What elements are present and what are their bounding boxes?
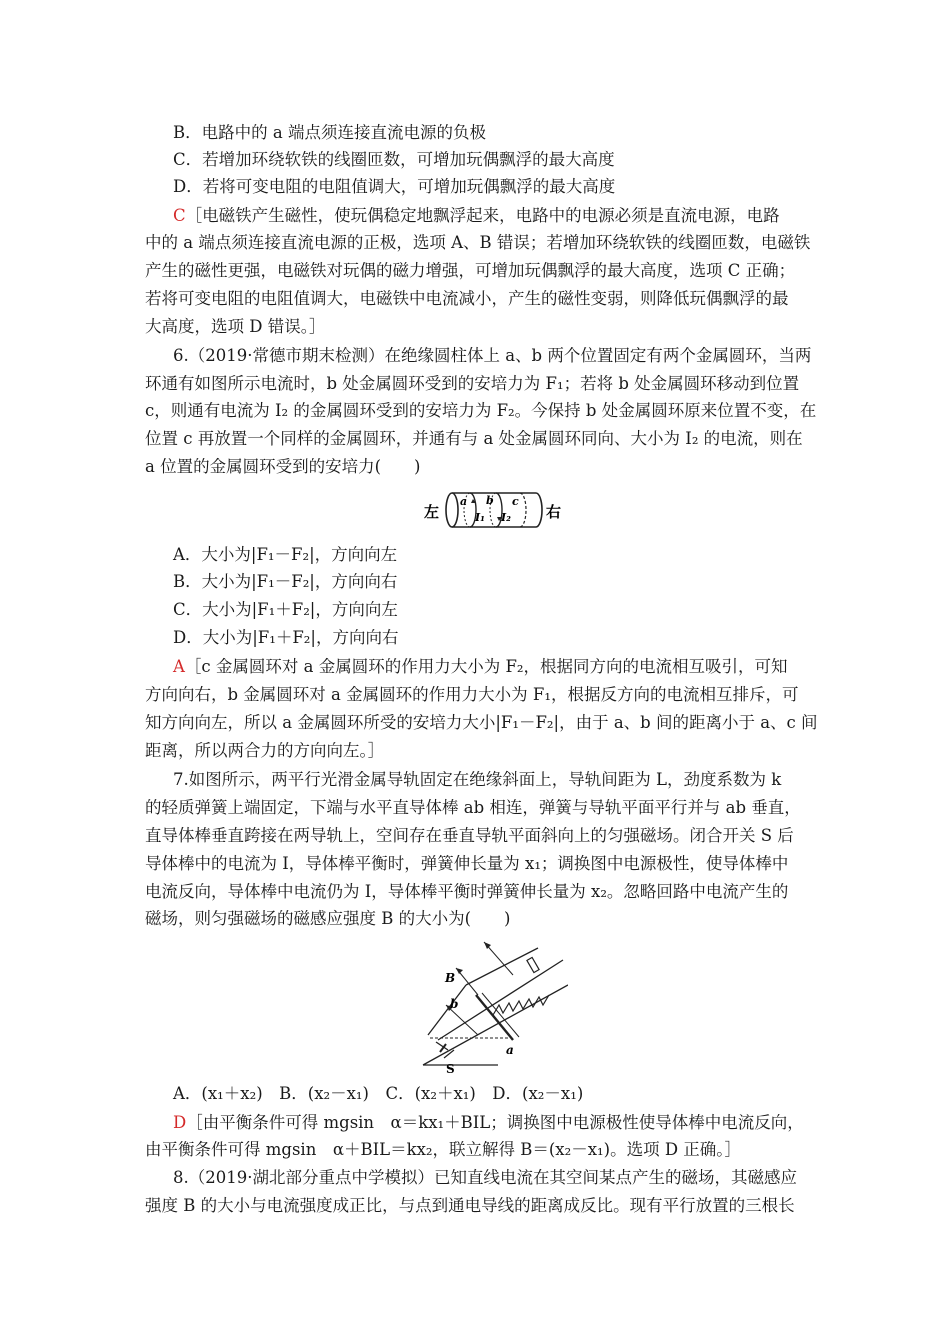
q8-stem-line-1: 8.（2019·湖北部分重点中学模拟）已知直线电流在其空间某点产生的磁场，其磁感应 (173, 1168, 797, 1187)
q5-explanation-line-4: 若将可变电阻的电阻值调大，电磁铁中电流减小，产生的磁性变弱，则降低玩偶飘浮的最 (145, 289, 789, 308)
q7-explanation-line-1: D［由平衡条件可得 mgsin α＝kx₁＋BIL；调换图中电源极性使导体棒中电流反向， (173, 1113, 804, 1132)
q6-stem-line-4: 位置 c 再放置一个同样的金属圆环，并通有与 a 处金属圆环同向、大小为 I₂ 的电流，则在 (145, 429, 803, 448)
q5-explanation-line-2: 中的 a 端点须连接直流电源的正极，选项 A、B 错误；若增加环绕软铁的线圈匝数，电磁铁 (145, 233, 811, 252)
q5-explanation-line-1: C［电磁铁产生磁性，使玩偶稳定地飘浮起来，电路中的电源必须是直流电源，电路 (173, 206, 780, 225)
q7-stem-line-4: 导体棒中的电流为 I，导体棒平衡时，弹簧伸长量为 x₁；调换图中电源极性，使导体棒中 (145, 854, 789, 873)
fig-label-a: a (506, 1043, 514, 1057)
q6-explanation-line-1: A［c 金属圆环对 a 金属圆环的作用力大小为 F₂，根据同方向的电流相互吸引，可知 (173, 657, 788, 676)
incline-rails-figure (418, 940, 568, 1075)
rail-lower (423, 985, 568, 1065)
fig-label-b-field: B (445, 971, 456, 985)
q7-stem-line-3: 直导体棒垂直跨接在两导轨上，空间存在垂直导轨平面斜向上的匀强磁场。闭合开关 S 后 (145, 826, 794, 845)
q7-stem-line-2: 的轻质弹簧上端固定，下端与水平直导体棒 ab 相连，弹簧与导轨平面平行并与 ab 垂直， (145, 798, 801, 817)
q6-explanation-line-4: 距离，所以两合力的方向向左。］ (145, 741, 385, 760)
q6-explanation-line-2: 方向向右，b 金属圆环对 a 金属圆环的作用力大小为 F₁，根据反方向的电流相互排斥，可 (145, 685, 799, 704)
fig-label-c: c (512, 495, 519, 508)
q6-option-a: A．大小为|F₁－F₂|，方向向左 (173, 545, 398, 564)
fig-label-i2: I₂ (501, 511, 511, 524)
q7-stem-line-1: 7.如图所示，两平行光滑金属导轨固定在绝缘斜面上，导轨间距为 L，劲度系数为 k (173, 770, 782, 789)
spring (493, 995, 549, 1015)
q5-explanation-line-3: 产生的磁性更强，电磁铁对玩偶的磁力增强，可增加玩偶飘浮的最大高度，选项 C 正确； (145, 261, 796, 280)
fig-label-b: b (486, 494, 494, 507)
q7-stem-line-5: 电流反向，导体棒中电流仍为 I，导体棒平衡时弹簧伸长量为 x₂。忽略回路中电流产生的 (145, 882, 789, 901)
q7-explanation-line-2: 由平衡条件可得 mgsin α＋BIL＝kx₂，联立解得 B＝(x₂－x₁)。选项 D 正确。］ (145, 1140, 742, 1159)
fig-label-left: 左 (424, 503, 440, 521)
fig-label-b: b (450, 997, 459, 1011)
q7-stem-line-6: 磁场，则匀强磁场的磁感应强度 B 的大小为( ) (145, 909, 511, 928)
fig-label-i1: I₁ (475, 511, 485, 524)
q8-stem-line-2: 强度 B 的大小与电流强度成正比，与点到通电导线的距离成反比。现有平行放置的三根长 (145, 1196, 795, 1215)
q7-answer: D (173, 1113, 187, 1132)
q6-answer: A (173, 657, 185, 676)
q6-option-c: C．大小为|F₁＋F₂|，方向向左 (173, 600, 398, 619)
q5-option-b: B．电路中的 a 端点须连接直流电源的负极 (173, 123, 486, 142)
q5-option-d: D．若将可变电阻的电阻值调大，可增加玩偶飘浮的最大高度 (173, 177, 616, 196)
q6-stem-line-5: a 位置的金属圆环受到的安培力( ) (145, 457, 421, 476)
q6-stem-line-2: 环通有如图所示电流时，b 处金属圆环受到的安培力为 F₁；若将 b 处金属圆环移动到位置 (145, 374, 800, 393)
q7-options: A．(x₁＋x₂) B．(x₂－x₁) C．(x₂＋x₁) D．(x₂－x₁) (173, 1084, 584, 1103)
cylinder-rings-figure (420, 485, 570, 535)
q6-stem-line-3: c，则通有电流为 I₂ 的金属圆环受到的安培力为 F₂。今保持 b 处金属圆环原来位置不变，在 (145, 401, 817, 420)
q5-explanation-line-5: 大高度，选项 D 错误。］ (145, 317, 326, 336)
q6-option-b: B．大小为|F₁－F₂|，方向向右 (173, 572, 398, 591)
q5-answer: C (173, 206, 186, 225)
q6-explanation-line-3: 知方向向左，所以 a 金属圆环所受的安培力大小|F₁－F₂|，由于 a、b 间的距离小于 a、c 间 (145, 713, 818, 732)
q6-option-d: D．大小为|F₁＋F₂|，方向向右 (173, 628, 399, 647)
q5-option-c: C．若增加环绕软铁的线圈匝数，可增加玩偶飘浮的最大高度 (173, 150, 615, 169)
q6-stem-line-1: 6.（2019·常德市期末检测）在绝缘圆柱体上 a、b 两个位置固定有两个金属圆环，当两 (173, 346, 812, 365)
ring-c (520, 493, 526, 527)
fig-label-right: 右 (546, 503, 562, 521)
fig-label-s: S (446, 1062, 455, 1075)
fig-label-a: a (460, 495, 468, 508)
